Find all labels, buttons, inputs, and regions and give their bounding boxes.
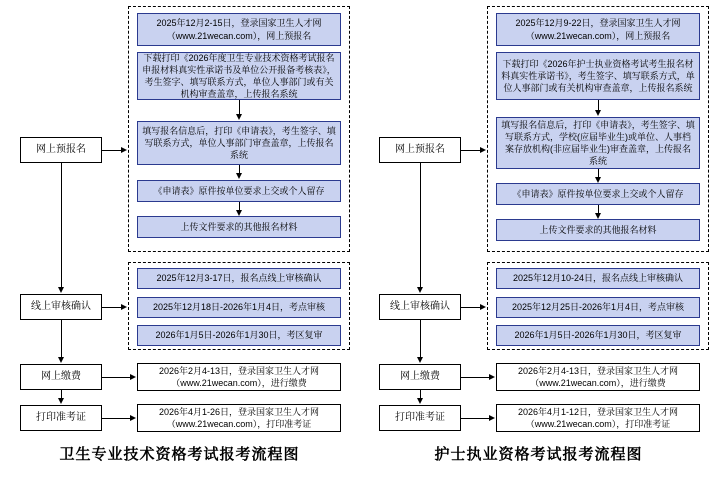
connector-arrow — [121, 304, 127, 310]
connector-line — [61, 390, 62, 398]
stage-online-payment — [20, 364, 102, 390]
connector-line — [102, 150, 121, 151]
step-text: 2025年12月25日-2026年1月4日，考点审核 — [511, 302, 685, 313]
stage-label: 线上审核确认 — [31, 300, 91, 312]
step-box — [137, 121, 341, 165]
connector-arrow — [595, 110, 601, 116]
connector-line — [239, 165, 240, 173]
step-box — [496, 363, 700, 391]
step-box — [137, 13, 341, 46]
connector-arrow — [480, 147, 486, 153]
connector-line — [102, 418, 130, 419]
stage-label: 打印准考证 — [36, 411, 86, 423]
stage-online-pre-registration — [20, 137, 102, 163]
step-text: 《申请表》原件按单位要求上交或个人留存 — [153, 185, 325, 196]
step-text: 2025年12月18日-2026年1月4日，考点审核 — [152, 302, 326, 313]
step-box — [496, 183, 700, 205]
connector-arrow — [58, 287, 64, 293]
step-box — [496, 297, 700, 318]
step-box — [137, 325, 341, 346]
stage-label: 线上审核确认 — [390, 300, 450, 312]
diagram-caption: 护士执业资格考试报考流程图 — [434, 447, 643, 463]
stage-label: 打印准考证 — [395, 411, 445, 423]
connector-arrow — [236, 114, 242, 120]
step-text: 填写报名信息后，打印《申请表》，考生签字、填写联系方式，学校(应届毕业生)或单位、人事档案存放机构(非应届毕业生)审查盖章，上传报名系统 — [501, 119, 695, 167]
step-box — [496, 268, 700, 289]
stage-online-payment — [379, 364, 461, 390]
connector-line — [239, 100, 240, 114]
connector-arrow — [489, 415, 495, 421]
connector-arrow — [130, 374, 136, 380]
connector-line — [239, 202, 240, 210]
step-box — [137, 268, 341, 289]
connector-line — [598, 169, 599, 177]
connector-line — [598, 100, 599, 110]
step-text: 2026年4月1-12日，登录国家卫生人才网（www.21wecan.com），打印准考证 — [517, 406, 679, 429]
connector-arrow — [236, 210, 242, 216]
step-text: 2026年2月4-13日，登录国家卫生人才网（www.21wecan.com），进行缴费 — [517, 365, 679, 388]
connector-line — [461, 307, 480, 308]
step-text: 下载打印《2026年度卫生专业技术资格考试报名申报材料真实性承诺书及单位公开报备考核表》，考生签字、填写联系方式，单位人事部门或有关机构审查盖章，上传报名系统 — [142, 52, 336, 100]
connector-line — [461, 377, 489, 378]
step-box — [137, 404, 341, 432]
step-box — [496, 52, 700, 100]
connector-arrow — [58, 398, 64, 404]
step-text: 2025年12月9-22日，登录国家卫生人才网（www.21wecan.com），网上预报名 — [515, 18, 681, 41]
step-box — [496, 117, 700, 169]
step-text: 下载打印《2026年护士执业资格考试考生报名材料真实性承诺书》，考生签字、填写联系方式，单位人事部门或有关机构审查盖章，上传报名系统 — [501, 58, 695, 94]
step-box — [137, 216, 341, 238]
stage-print-admission-ticket — [20, 405, 102, 431]
step-box — [137, 180, 341, 202]
connector-line — [61, 163, 62, 287]
step-text: 2026年1月5日-2026年1月30日，考区复审 — [155, 330, 323, 341]
connector-line — [420, 390, 421, 398]
connector-arrow — [58, 357, 64, 363]
connector-line — [61, 320, 62, 357]
step-text: 2026年1月5日-2026年1月30日，考区复审 — [514, 330, 682, 341]
stage-label: 网上预报名 — [36, 143, 86, 155]
connector-arrow — [121, 147, 127, 153]
step-text: 2025年12月2-15日，登录国家卫生人才网（www.21wecan.com），网上预报名 — [156, 18, 322, 41]
stage-print-admission-ticket — [379, 405, 461, 431]
stage-online-pre-registration — [379, 137, 461, 163]
step-box — [496, 325, 700, 346]
step-text: 2025年12月3-17日，报名点线上审核确认 — [156, 273, 322, 284]
connector-line — [420, 163, 421, 287]
connector-arrow — [480, 304, 486, 310]
step-text: 2026年4月1-26日，登录国家卫生人才网（www.21wecan.com），打印准考证 — [158, 406, 320, 429]
connector-line — [102, 377, 130, 378]
connector-arrow — [417, 357, 423, 363]
connector-line — [598, 205, 599, 213]
step-text: 《申请表》原件按单位要求上交或个人留存 — [512, 188, 684, 199]
connector-arrow — [417, 398, 423, 404]
step-box — [137, 363, 341, 391]
stage-online-review — [379, 294, 461, 320]
stage-label: 网上缴费 — [41, 370, 81, 382]
connector-arrow — [236, 173, 242, 179]
stage-label: 网上缴费 — [400, 370, 440, 382]
connector-line — [420, 320, 421, 357]
stage-label: 网上预报名 — [395, 143, 445, 155]
connector-arrow — [417, 287, 423, 293]
step-box — [496, 404, 700, 432]
connector-line — [102, 307, 121, 308]
step-text: 2026年2月4-13日，登录国家卫生人才网（www.21wecan.com），进行缴费 — [158, 365, 320, 388]
step-box — [496, 13, 700, 46]
connector-line — [461, 150, 480, 151]
step-text: 填写报名信息后，打印《申请表》，考生签字、填写联系方式，单位人事部门审查盖章，上传报名系统 — [142, 125, 336, 161]
connector-line — [461, 418, 489, 419]
step-text: 2025年12月10-24日，报名点线上审核确认 — [512, 273, 684, 284]
step-box — [137, 52, 341, 100]
diagram-caption: 卫生专业技术资格考试报考流程图 — [59, 447, 300, 463]
step-box — [137, 297, 341, 318]
stage-online-review — [20, 294, 102, 320]
step-text: 上传文件要求的其他报名材料 — [180, 221, 298, 232]
connector-arrow — [595, 213, 601, 219]
connector-arrow — [130, 415, 136, 421]
connector-arrow — [489, 374, 495, 380]
connector-arrow — [595, 177, 601, 183]
flowchart-right — [359, 0, 718, 479]
step-box — [496, 219, 700, 241]
step-text: 上传文件要求的其他报名材料 — [539, 224, 657, 235]
